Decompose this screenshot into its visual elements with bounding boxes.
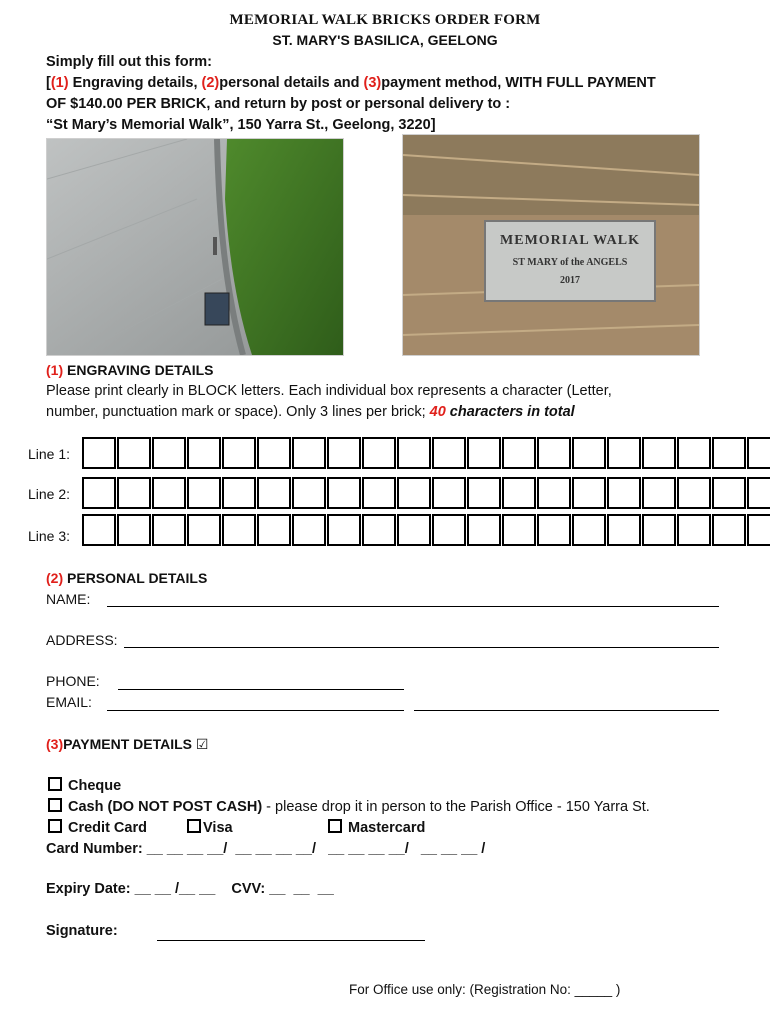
character-box[interactable] <box>187 437 221 469</box>
character-box[interactable] <box>117 437 151 469</box>
character-box[interactable] <box>537 477 571 509</box>
character-box[interactable] <box>537 437 571 469</box>
name-label: NAME: <box>46 591 91 607</box>
character-box[interactable] <box>327 514 361 546</box>
character-box[interactable] <box>397 514 431 546</box>
character-box[interactable] <box>397 477 431 509</box>
character-box[interactable] <box>572 514 606 546</box>
step-1-text: Engraving details, <box>68 75 202 91</box>
cheque-option[interactable] <box>48 777 121 794</box>
form-subtitle: ST. MARY'S BASILICA, GEELONG <box>272 32 498 48</box>
plaque-line-1: MEMORIAL WALK <box>500 233 640 248</box>
character-box[interactable] <box>712 437 746 469</box>
visa-option[interactable] <box>187 819 233 836</box>
character-box[interactable] <box>82 477 116 509</box>
character-box[interactable] <box>502 437 536 469</box>
char-limit-text: characters in total <box>445 404 575 420</box>
character-box[interactable] <box>222 437 256 469</box>
name-field[interactable] <box>107 605 719 607</box>
cheque-checkbox[interactable] <box>48 777 62 791</box>
mastercard-option[interactable] <box>328 819 425 836</box>
engraving-text-2 <box>46 402 746 423</box>
line-3-boxes[interactable] <box>82 514 770 546</box>
personal-number: (2) <box>46 570 64 586</box>
step-3-text: payment method, WITH FULL PAYMENT <box>381 75 656 91</box>
character-box[interactable] <box>152 437 186 469</box>
character-box[interactable] <box>642 477 676 509</box>
character-box[interactable] <box>117 514 151 546</box>
checked-box-icon: ☑ <box>195 737 209 753</box>
character-box[interactable] <box>187 477 221 509</box>
bracket: [ <box>46 75 51 91</box>
intro-line-2 <box>46 73 656 94</box>
character-box[interactable] <box>292 514 326 546</box>
character-box[interactable] <box>677 514 711 546</box>
character-box[interactable] <box>257 437 291 469</box>
character-box[interactable] <box>257 477 291 509</box>
payment-number: (3) <box>46 736 64 752</box>
character-box[interactable] <box>327 437 361 469</box>
character-box[interactable] <box>607 477 641 509</box>
personal-heading <box>46 570 207 586</box>
character-box[interactable] <box>187 514 221 546</box>
character-box[interactable] <box>467 514 501 546</box>
character-box[interactable] <box>432 514 466 546</box>
engraving-number: (1) <box>46 362 64 378</box>
character-box[interactable] <box>82 437 116 469</box>
character-box[interactable] <box>467 437 501 469</box>
char-limit: 40 <box>429 404 446 420</box>
payment-title: PAYMENT DETAILS <box>63 736 192 752</box>
email-field-2[interactable] <box>414 709 719 711</box>
intro-line-1: Simply fill out this form: <box>46 54 212 70</box>
intro-line-4: “St Mary’s Memorial Walk”, 150 Yarra St., Geelong, 3220] <box>46 117 436 133</box>
path-photo <box>46 138 344 356</box>
form-title: MEMORIAL WALK BRICKS ORDER FORM <box>229 12 541 28</box>
character-box[interactable] <box>292 437 326 469</box>
step-2-marker: (2) <box>201 75 220 91</box>
character-box[interactable] <box>607 514 641 546</box>
engraving-text-1: Please print clearly in BLOCK letters. Each individual box represents a character (Letter, <box>46 383 612 399</box>
credit-label: Credit Card <box>68 820 147 836</box>
visa-label: Visa <box>203 820 233 836</box>
character-box[interactable] <box>677 437 711 469</box>
cash-note: - please drop it in person to the Parish Office - 150 Yarra St. <box>262 799 650 815</box>
card-number-field[interactable]: Card Number: __ __ __ __/ __ __ __ __/ __ __ __ __/ __ __ __ / <box>46 841 486 857</box>
character-box[interactable] <box>222 514 256 546</box>
character-box[interactable] <box>432 477 466 509</box>
engraving-heading <box>46 362 214 378</box>
line-2-boxes[interactable] <box>82 477 770 509</box>
character-box[interactable] <box>747 437 770 469</box>
character-box[interactable] <box>642 437 676 469</box>
character-box[interactable] <box>257 514 291 546</box>
character-box[interactable] <box>432 437 466 469</box>
line-1-label: Line 1: <box>28 446 71 462</box>
character-box[interactable] <box>677 477 711 509</box>
phone-label: PHONE: <box>46 673 100 689</box>
step-1-marker: (1) <box>50 75 69 91</box>
plaque-line-3: 2017 <box>560 275 580 286</box>
address-field[interactable] <box>124 646 719 648</box>
cheque-label: Cheque <box>68 778 122 794</box>
engraving-title: ENGRAVING DETAILS <box>63 362 214 378</box>
character-box[interactable] <box>362 477 396 509</box>
engraving-instructions <box>46 381 746 423</box>
character-box[interactable] <box>747 514 770 546</box>
line-2-label: Line 2: <box>28 486 71 502</box>
plaque-photo <box>402 134 700 356</box>
cash-option[interactable] <box>48 798 650 815</box>
address-label: ADDRESS: <box>46 632 118 648</box>
step-2-text: personal details and <box>219 75 364 91</box>
character-box[interactable] <box>747 477 770 509</box>
engraving-text-2a: number, punctuation mark or space). Only 3 lines per brick; <box>46 404 430 420</box>
character-box[interactable] <box>152 514 186 546</box>
character-box[interactable] <box>222 477 256 509</box>
payment-heading <box>46 736 208 753</box>
step-3-marker: (3) <box>363 75 382 91</box>
plaque-line-2: ST MARY of the ANGELS <box>512 257 628 268</box>
character-box[interactable] <box>362 514 396 546</box>
character-box[interactable] <box>467 477 501 509</box>
line-3-label: Line 3: <box>28 528 71 544</box>
character-box[interactable] <box>397 437 431 469</box>
personal-title: PERSONAL DETAILS <box>63 570 208 586</box>
signature-field[interactable] <box>157 939 425 941</box>
character-box[interactable] <box>502 477 536 509</box>
phone-field[interactable] <box>118 688 404 690</box>
office-use-note: For Office use only: (Registration No: _____ ) <box>349 982 621 997</box>
character-box[interactable] <box>327 477 361 509</box>
mastercard-checkbox[interactable] <box>328 819 342 833</box>
character-box[interactable] <box>642 514 676 546</box>
character-box[interactable] <box>292 477 326 509</box>
visa-checkbox[interactable] <box>187 819 201 833</box>
intro-line-3: OF $140.00 PER BRICK, and return by post or personal delivery to : <box>46 96 511 112</box>
character-box[interactable] <box>152 477 186 509</box>
expiry-cvv-field[interactable]: Expiry Date: __ __ /__ __ CVV: __ __ __ <box>46 881 334 897</box>
character-box[interactable] <box>607 437 641 469</box>
character-box[interactable] <box>712 477 746 509</box>
character-box[interactable] <box>82 514 116 546</box>
signature-label: Signature: <box>46 923 118 939</box>
email-label: EMAIL: <box>46 694 92 710</box>
email-field[interactable] <box>107 709 404 711</box>
character-box[interactable] <box>117 477 151 509</box>
credit-checkbox[interactable] <box>48 819 62 833</box>
path-illustration <box>47 139 343 355</box>
character-box[interactable] <box>572 477 606 509</box>
character-box[interactable] <box>502 514 536 546</box>
mastercard-label: Mastercard <box>348 820 426 836</box>
cash-checkbox[interactable] <box>48 798 62 812</box>
cash-label: Cash (DO NOT POST CASH) <box>68 799 263 815</box>
character-box[interactable] <box>537 514 571 546</box>
line-1-boxes[interactable] <box>82 437 770 469</box>
character-box[interactable] <box>362 437 396 469</box>
character-box[interactable] <box>712 514 746 546</box>
intro-text <box>46 52 656 136</box>
credit-option[interactable] <box>48 819 147 836</box>
character-box[interactable] <box>572 437 606 469</box>
